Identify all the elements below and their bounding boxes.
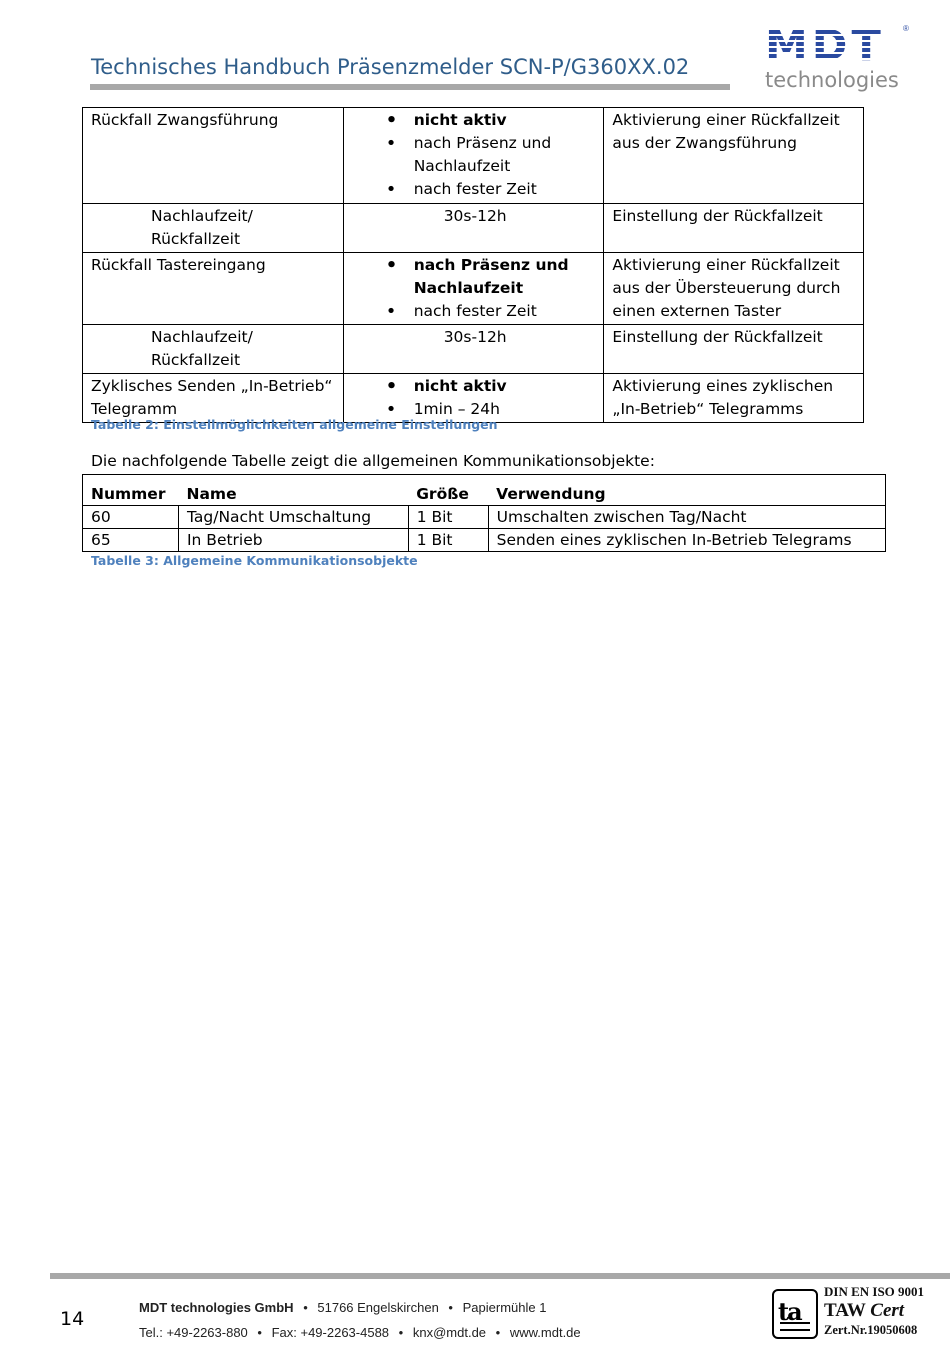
table-cell: 65: [83, 529, 179, 552]
table-caption: Tabelle 3: Allgemeine Kommunikationsobjekte: [91, 553, 418, 568]
option-item: • nach fester Zeit: [414, 178, 596, 201]
separator: •: [495, 1325, 501, 1340]
footer-address: [139, 1300, 546, 1315]
intro-paragraph: Die nachfolgende Tabelle zeigt die allgemeinen Kommunikationsobjekte:: [91, 452, 655, 470]
table-header-row: [83, 475, 886, 506]
option-item: • nicht aktiv: [414, 109, 596, 132]
footer-contact: [139, 1325, 581, 1340]
separator: •: [398, 1325, 404, 1340]
option-list: [344, 375, 596, 421]
separator: •: [448, 1300, 453, 1315]
separator: •: [257, 1325, 262, 1340]
setting-description: Aktivierung einer Rückfallzeit aus der Übersteuerung durch einen externen Taster: [604, 253, 864, 325]
mdt-logo: [762, 21, 912, 94]
table-row: [83, 506, 886, 529]
table-caption: Tabelle 2: Einstellmöglichkeiten allgemeine Einstellungen: [91, 417, 498, 432]
column-header: Größe: [408, 475, 488, 506]
table-cell: Senden eines zyklischen In-Betrieb Telegrams: [488, 529, 885, 552]
column-header: Verwendung: [488, 475, 885, 506]
page-number: 14: [60, 1308, 85, 1330]
website: www.mdt.de: [509, 1325, 581, 1340]
column-header: Nummer: [83, 475, 179, 506]
setting-name: Nachlaufzeit/ Rückfallzeit: [83, 204, 344, 253]
footer-divider: [50, 1273, 950, 1279]
table-cell: 1 Bit: [408, 529, 488, 552]
setting-description: Einstellung der Rückfallzeit: [604, 325, 864, 374]
table-cell: 1 Bit: [408, 506, 488, 529]
option-item: • nicht aktiv: [414, 375, 596, 398]
column-header: Name: [178, 475, 408, 506]
table-row: [83, 325, 864, 374]
settings-table: [82, 107, 864, 423]
setting-name: Zyklisches Senden „In-Betrieb“ Telegramm: [83, 374, 344, 423]
option-item: • nach Präsenz und Nachlaufzeit: [414, 254, 596, 300]
city: 51766 Engelskirchen: [317, 1300, 439, 1315]
setting-name: Rückfall Zwangsführung: [83, 108, 344, 204]
company-name: MDT technologies GmbH: [139, 1300, 294, 1315]
table-row: [83, 529, 886, 552]
objects-table: [82, 474, 886, 552]
table-row: [83, 253, 864, 325]
option-list: [344, 254, 596, 323]
logo-main-text: MDT: [765, 21, 885, 71]
setting-name: Nachlaufzeit/ Rückfallzeit: [83, 325, 344, 374]
table-cell: Tag/Nacht Umschaltung: [178, 506, 408, 529]
option-item: • 1min – 24h: [414, 398, 596, 421]
cert-standard: DIN EN ISO 9001: [824, 1284, 925, 1299]
header-divider: [90, 84, 730, 90]
setting-value: 30s-12h: [343, 325, 604, 374]
logo-sub-text: technologies: [765, 68, 899, 92]
cert-number: Zert.Nr.19050608: [824, 1323, 918, 1337]
document-title: Technisches Handbuch Präsenzmelder SCN-P/G360XX.02: [91, 55, 690, 79]
cert-org: TAW: [824, 1300, 866, 1321]
table-row: [83, 374, 864, 423]
option-item: • nach Präsenz und Nachlaufzeit: [414, 132, 596, 178]
separator: •: [303, 1300, 308, 1315]
table-cell: Umschalten zwischen Tag/Nacht: [488, 506, 885, 529]
option-list: [344, 109, 596, 201]
street: Papiermühle 1: [462, 1300, 547, 1315]
fax: Fax: +49-2263-4588: [271, 1325, 390, 1340]
taw-emblem-icon: [772, 1289, 818, 1339]
setting-name: Rückfall Tastereingang: [83, 253, 344, 325]
cert-org-suffix: Cert: [870, 1300, 905, 1321]
emblem-letters: ta: [778, 1297, 801, 1326]
table-row: [83, 108, 864, 204]
phone: Tel.: +49-2263-880: [139, 1325, 248, 1340]
setting-value: 30s-12h: [343, 204, 604, 253]
table-cell: In Betrieb: [178, 529, 408, 552]
registered-mark: ®: [903, 24, 909, 33]
setting-description: Aktivierung eines zyklischen „In-Betrieb“ Telegramms: [604, 374, 864, 423]
table-row: [83, 204, 864, 253]
table-cell: 60: [83, 506, 179, 529]
certification-badge: [772, 1284, 942, 1344]
setting-description: Einstellung der Rückfallzeit: [604, 204, 864, 253]
option-item: • nach fester Zeit: [414, 300, 596, 323]
email: knx@mdt.de: [412, 1325, 487, 1340]
setting-description: Aktivierung einer Rückfallzeit aus der Zwangsführung: [604, 108, 864, 204]
